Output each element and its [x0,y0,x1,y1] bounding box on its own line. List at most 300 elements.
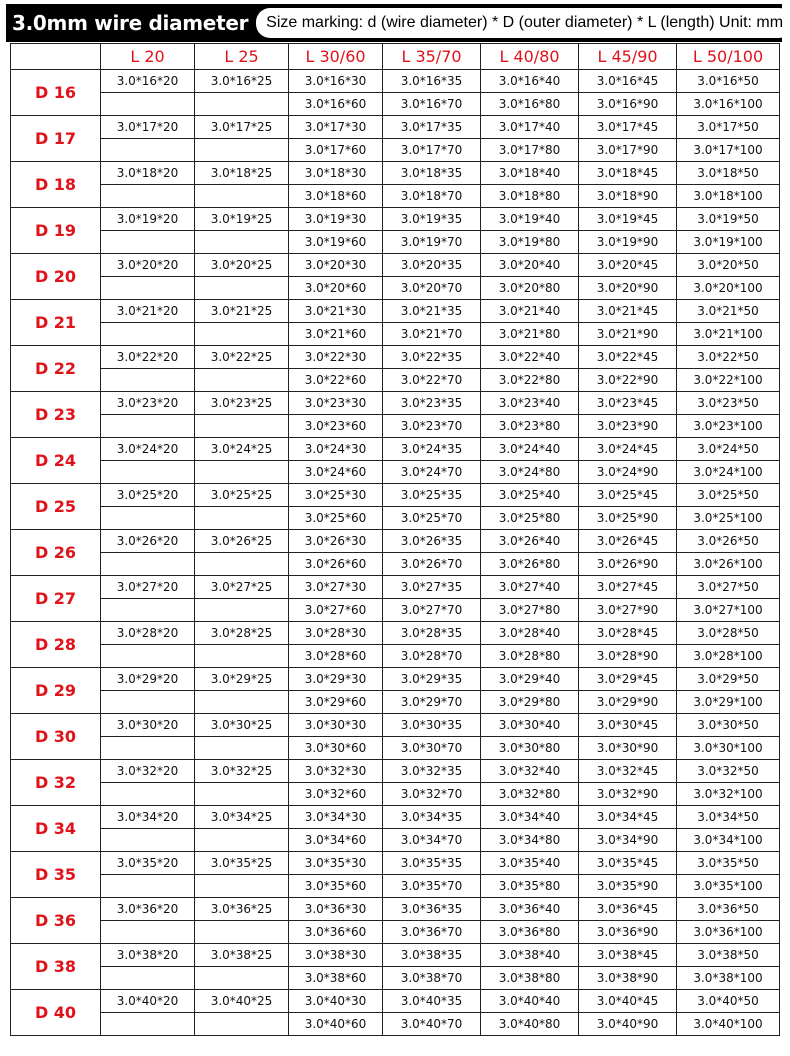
size-cell: 3.0*24*30 [289,438,383,461]
table-row [11,668,780,691]
header-row [11,44,780,70]
empty-cell [101,277,195,300]
size-cell: 3.0*17*30 [289,116,383,139]
size-cell: 3.0*19*90 [579,231,677,254]
empty-cell [101,139,195,162]
empty-cell [101,369,195,392]
empty-cell [101,737,195,760]
column-header: L 50/100 [677,44,780,70]
size-cell: 3.0*19*30 [289,208,383,231]
size-cell: 3.0*22*35 [383,346,481,369]
size-cell: 3.0*22*70 [383,369,481,392]
empty-cell [195,783,289,806]
size-cell: 3.0*28*35 [383,622,481,645]
size-cell: 3.0*20*80 [481,277,579,300]
size-cell: 3.0*26*100 [677,553,780,576]
size-cell: 3.0*20*45 [579,254,677,277]
size-cell: 3.0*32*80 [481,783,579,806]
size-cell: 3.0*28*50 [677,622,780,645]
size-cell: 3.0*34*25 [195,806,289,829]
size-cell: 3.0*29*50 [677,668,780,691]
outer-diameter-label: D 38 [11,944,101,990]
empty-cell [195,553,289,576]
size-cell: 3.0*21*80 [481,323,579,346]
size-cell: 3.0*32*70 [383,783,481,806]
size-cell: 3.0*25*60 [289,507,383,530]
empty-cell [195,967,289,990]
size-cell: 3.0*25*70 [383,507,481,530]
size-cell: 3.0*24*80 [481,461,579,484]
size-cell: 3.0*26*40 [481,530,579,553]
table-row [11,346,780,369]
size-cell: 3.0*28*25 [195,622,289,645]
size-cell: 3.0*18*40 [481,162,579,185]
size-cell: 3.0*19*20 [101,208,195,231]
empty-cell [195,231,289,254]
table-row [11,323,780,346]
size-cell: 3.0*38*60 [289,967,383,990]
size-cell: 3.0*21*25 [195,300,289,323]
size-cell: 3.0*26*60 [289,553,383,576]
table-row [11,116,780,139]
size-cell: 3.0*38*20 [101,944,195,967]
table-row [11,484,780,507]
size-cell: 3.0*30*80 [481,737,579,760]
table-row [11,576,780,599]
size-cell: 3.0*21*35 [383,300,481,323]
size-cell: 3.0*21*40 [481,300,579,323]
size-cell: 3.0*40*20 [101,990,195,1013]
size-cell: 3.0*26*80 [481,553,579,576]
table-row [11,760,780,783]
table-row [11,300,780,323]
size-cell: 3.0*20*25 [195,254,289,277]
size-cell: 3.0*35*30 [289,852,383,875]
size-cell: 3.0*16*25 [195,70,289,93]
size-cell: 3.0*23*30 [289,392,383,415]
size-cell: 3.0*36*25 [195,898,289,921]
size-cell: 3.0*22*60 [289,369,383,392]
size-cell: 3.0*38*100 [677,967,780,990]
outer-diameter-label: D 20 [11,254,101,300]
size-cell: 3.0*28*45 [579,622,677,645]
size-cell: 3.0*19*70 [383,231,481,254]
empty-cell [101,691,195,714]
size-cell: 3.0*22*25 [195,346,289,369]
size-cell: 3.0*22*45 [579,346,677,369]
outer-diameter-label: D 34 [11,806,101,852]
empty-cell [195,829,289,852]
size-cell: 3.0*18*25 [195,162,289,185]
table-row [11,714,780,737]
size-cell: 3.0*28*90 [579,645,677,668]
size-cell: 3.0*27*100 [677,599,780,622]
outer-diameter-label: D 27 [11,576,101,622]
size-cell: 3.0*28*60 [289,645,383,668]
size-cell: 3.0*19*35 [383,208,481,231]
empty-cell [195,599,289,622]
table-row [11,1013,780,1036]
size-cell: 3.0*26*50 [677,530,780,553]
size-cell: 3.0*35*50 [677,852,780,875]
table-row [11,944,780,967]
size-cell: 3.0*35*60 [289,875,383,898]
empty-cell [101,599,195,622]
size-cell: 3.0*32*35 [383,760,481,783]
size-cell: 3.0*23*40 [481,392,579,415]
size-cell: 3.0*30*20 [101,714,195,737]
empty-cell [195,1013,289,1036]
table-row [11,438,780,461]
empty-cell [101,875,195,898]
size-cell: 3.0*22*50 [677,346,780,369]
size-cell: 3.0*16*45 [579,70,677,93]
size-cell: 3.0*40*45 [579,990,677,1013]
size-cell: 3.0*32*90 [579,783,677,806]
size-marking-note: Size marking: d (wire diameter) * D (outer diameter) * L (length) Unit: mm [256,8,790,38]
table-row [11,415,780,438]
size-cell: 3.0*26*25 [195,530,289,553]
size-cell: 3.0*17*80 [481,139,579,162]
outer-diameter-label: D 30 [11,714,101,760]
size-cell: 3.0*40*90 [579,1013,677,1036]
size-cell: 3.0*16*30 [289,70,383,93]
size-cell: 3.0*24*90 [579,461,677,484]
size-cell: 3.0*36*35 [383,898,481,921]
size-cell: 3.0*16*80 [481,93,579,116]
size-cell: 3.0*34*70 [383,829,481,852]
table-row [11,921,780,944]
size-cell: 3.0*29*45 [579,668,677,691]
table-row [11,461,780,484]
empty-cell [195,323,289,346]
size-cell: 3.0*23*50 [677,392,780,415]
size-cell: 3.0*32*40 [481,760,579,783]
size-cell: 3.0*18*30 [289,162,383,185]
table-row [11,530,780,553]
size-cell: 3.0*40*40 [481,990,579,1013]
size-cell: 3.0*27*40 [481,576,579,599]
column-header: L 40/80 [481,44,579,70]
column-header: L 20 [101,44,195,70]
table-row [11,369,780,392]
size-cell: 3.0*35*35 [383,852,481,875]
table-row [11,691,780,714]
size-cell: 3.0*32*100 [677,783,780,806]
size-cell: 3.0*29*40 [481,668,579,691]
size-cell: 3.0*18*20 [101,162,195,185]
size-cell: 3.0*20*100 [677,277,780,300]
size-cell: 3.0*40*60 [289,1013,383,1036]
size-cell: 3.0*17*20 [101,116,195,139]
size-cell: 3.0*25*45 [579,484,677,507]
size-cell: 3.0*20*35 [383,254,481,277]
size-cell: 3.0*24*20 [101,438,195,461]
size-cell: 3.0*30*90 [579,737,677,760]
size-cell: 3.0*25*50 [677,484,780,507]
size-cell: 3.0*35*25 [195,852,289,875]
outer-diameter-label: D 19 [11,208,101,254]
empty-cell [195,139,289,162]
size-cell: 3.0*40*30 [289,990,383,1013]
size-cell: 3.0*40*80 [481,1013,579,1036]
size-cell: 3.0*27*60 [289,599,383,622]
size-cell: 3.0*34*50 [677,806,780,829]
size-cell: 3.0*29*90 [579,691,677,714]
size-cell: 3.0*24*35 [383,438,481,461]
empty-cell [195,507,289,530]
outer-diameter-label: D 29 [11,668,101,714]
size-cell: 3.0*36*30 [289,898,383,921]
table-row [11,622,780,645]
size-cell: 3.0*22*80 [481,369,579,392]
size-cell: 3.0*19*100 [677,231,780,254]
size-cell: 3.0*38*40 [481,944,579,967]
table-row [11,185,780,208]
size-cell: 3.0*38*35 [383,944,481,967]
size-cell: 3.0*35*45 [579,852,677,875]
size-cell: 3.0*27*80 [481,599,579,622]
size-cell: 3.0*36*80 [481,921,579,944]
size-cell: 3.0*17*90 [579,139,677,162]
size-cell: 3.0*21*60 [289,323,383,346]
size-cell: 3.0*32*45 [579,760,677,783]
outer-diameter-label: D 16 [11,70,101,116]
size-cell: 3.0*17*100 [677,139,780,162]
size-cell: 3.0*23*45 [579,392,677,415]
table-row [11,852,780,875]
size-cell: 3.0*25*100 [677,507,780,530]
table-row [11,162,780,185]
empty-cell [195,277,289,300]
empty-cell [195,185,289,208]
size-cell: 3.0*16*100 [677,93,780,116]
table-row [11,93,780,116]
empty-cell [195,921,289,944]
size-cell: 3.0*36*100 [677,921,780,944]
size-cell: 3.0*19*80 [481,231,579,254]
size-cell: 3.0*26*70 [383,553,481,576]
size-cell: 3.0*40*50 [677,990,780,1013]
size-cell: 3.0*35*70 [383,875,481,898]
table-row [11,737,780,760]
empty-cell [101,921,195,944]
size-cell: 3.0*21*45 [579,300,677,323]
size-cell: 3.0*38*30 [289,944,383,967]
empty-cell [195,461,289,484]
size-cell: 3.0*24*50 [677,438,780,461]
size-cell: 3.0*30*60 [289,737,383,760]
empty-cell [101,231,195,254]
column-header: L 45/90 [579,44,677,70]
size-cell: 3.0*32*25 [195,760,289,783]
size-cell: 3.0*27*25 [195,576,289,599]
size-cell: 3.0*22*90 [579,369,677,392]
size-cell: 3.0*38*80 [481,967,579,990]
size-cell: 3.0*16*90 [579,93,677,116]
table-row [11,507,780,530]
size-cell: 3.0*36*45 [579,898,677,921]
size-cell: 3.0*27*90 [579,599,677,622]
size-cell: 3.0*25*35 [383,484,481,507]
size-cell: 3.0*17*70 [383,139,481,162]
size-cell: 3.0*32*50 [677,760,780,783]
empty-cell [195,691,289,714]
size-cell: 3.0*21*100 [677,323,780,346]
size-cell: 3.0*29*25 [195,668,289,691]
size-cell: 3.0*28*40 [481,622,579,645]
size-cell: 3.0*19*60 [289,231,383,254]
outer-diameter-label: D 26 [11,530,101,576]
size-cell: 3.0*29*20 [101,668,195,691]
size-cell: 3.0*19*50 [677,208,780,231]
size-cell: 3.0*23*100 [677,415,780,438]
size-cell: 3.0*26*90 [579,553,677,576]
size-cell: 3.0*18*80 [481,185,579,208]
table-row [11,70,780,93]
empty-cell [101,415,195,438]
size-cell: 3.0*22*20 [101,346,195,369]
size-cell: 3.0*30*35 [383,714,481,737]
outer-diameter-label: D 21 [11,300,101,346]
size-cell: 3.0*18*50 [677,162,780,185]
size-cell: 3.0*34*40 [481,806,579,829]
size-cell: 3.0*34*80 [481,829,579,852]
size-cell: 3.0*36*60 [289,921,383,944]
table-row [11,208,780,231]
size-cell: 3.0*21*50 [677,300,780,323]
column-header [11,44,101,70]
size-cell: 3.0*23*60 [289,415,383,438]
size-cell: 3.0*19*40 [481,208,579,231]
size-cell: 3.0*40*35 [383,990,481,1013]
size-cell: 3.0*27*45 [579,576,677,599]
size-cell: 3.0*35*40 [481,852,579,875]
size-cell: 3.0*27*20 [101,576,195,599]
size-cell: 3.0*38*90 [579,967,677,990]
size-cell: 3.0*25*40 [481,484,579,507]
size-cell: 3.0*36*90 [579,921,677,944]
size-cell: 3.0*24*40 [481,438,579,461]
size-cell: 3.0*30*70 [383,737,481,760]
empty-cell [195,415,289,438]
column-header: L 35/70 [383,44,481,70]
outer-diameter-label: D 28 [11,622,101,668]
size-cell: 3.0*18*90 [579,185,677,208]
size-cell: 3.0*18*60 [289,185,383,208]
size-cell: 3.0*22*40 [481,346,579,369]
empty-cell [195,369,289,392]
size-cell: 3.0*26*30 [289,530,383,553]
size-cell: 3.0*24*60 [289,461,383,484]
column-header: L 25 [195,44,289,70]
size-cell: 3.0*18*45 [579,162,677,185]
outer-diameter-label: D 40 [11,990,101,1036]
size-cell: 3.0*18*70 [383,185,481,208]
size-cell: 3.0*30*45 [579,714,677,737]
size-cell: 3.0*28*30 [289,622,383,645]
size-cell: 3.0*34*45 [579,806,677,829]
size-cell: 3.0*27*35 [383,576,481,599]
outer-diameter-label: D 23 [11,392,101,438]
size-cell: 3.0*34*35 [383,806,481,829]
table-row [11,139,780,162]
size-cell: 3.0*34*30 [289,806,383,829]
size-cell: 3.0*17*40 [481,116,579,139]
size-cell: 3.0*18*35 [383,162,481,185]
size-table [10,43,780,1036]
size-cell: 3.0*30*50 [677,714,780,737]
size-cell: 3.0*35*90 [579,875,677,898]
size-cell: 3.0*29*80 [481,691,579,714]
size-cell: 3.0*23*20 [101,392,195,415]
table-row [11,806,780,829]
empty-cell [101,185,195,208]
table-row [11,392,780,415]
size-cell: 3.0*25*30 [289,484,383,507]
size-cell: 3.0*30*100 [677,737,780,760]
size-cell: 3.0*17*50 [677,116,780,139]
size-cell: 3.0*35*100 [677,875,780,898]
size-cell: 3.0*21*20 [101,300,195,323]
size-cell: 3.0*22*100 [677,369,780,392]
outer-diameter-label: D 32 [11,760,101,806]
outer-diameter-label: D 17 [11,116,101,162]
empty-cell [101,829,195,852]
size-cell: 3.0*27*50 [677,576,780,599]
size-cell: 3.0*30*30 [289,714,383,737]
size-cell: 3.0*16*35 [383,70,481,93]
size-cell: 3.0*20*50 [677,254,780,277]
empty-cell [101,323,195,346]
outer-diameter-label: D 24 [11,438,101,484]
table-row [11,254,780,277]
size-cell: 3.0*38*70 [383,967,481,990]
size-cell: 3.0*28*80 [481,645,579,668]
size-cell: 3.0*29*30 [289,668,383,691]
size-cell: 3.0*28*20 [101,622,195,645]
size-cell: 3.0*23*25 [195,392,289,415]
empty-cell [101,1013,195,1036]
size-cell: 3.0*16*50 [677,70,780,93]
size-cell: 3.0*16*60 [289,93,383,116]
size-cell: 3.0*40*100 [677,1013,780,1036]
size-cell: 3.0*20*60 [289,277,383,300]
size-cell: 3.0*20*70 [383,277,481,300]
size-cell: 3.0*34*90 [579,829,677,852]
size-cell: 3.0*20*30 [289,254,383,277]
empty-cell [101,507,195,530]
size-cell: 3.0*24*45 [579,438,677,461]
size-cell: 3.0*32*20 [101,760,195,783]
empty-cell [195,737,289,760]
size-cell: 3.0*21*70 [383,323,481,346]
table-row [11,645,780,668]
empty-cell [195,93,289,116]
size-cell: 3.0*20*20 [101,254,195,277]
table-row [11,990,780,1013]
size-cell: 3.0*36*50 [677,898,780,921]
title-bar [6,4,782,42]
table-row [11,231,780,254]
table-row [11,783,780,806]
size-cell: 3.0*20*40 [481,254,579,277]
size-cell: 3.0*17*35 [383,116,481,139]
size-cell: 3.0*26*35 [383,530,481,553]
empty-cell [195,645,289,668]
outer-diameter-label: D 18 [11,162,101,208]
size-cell: 3.0*18*100 [677,185,780,208]
